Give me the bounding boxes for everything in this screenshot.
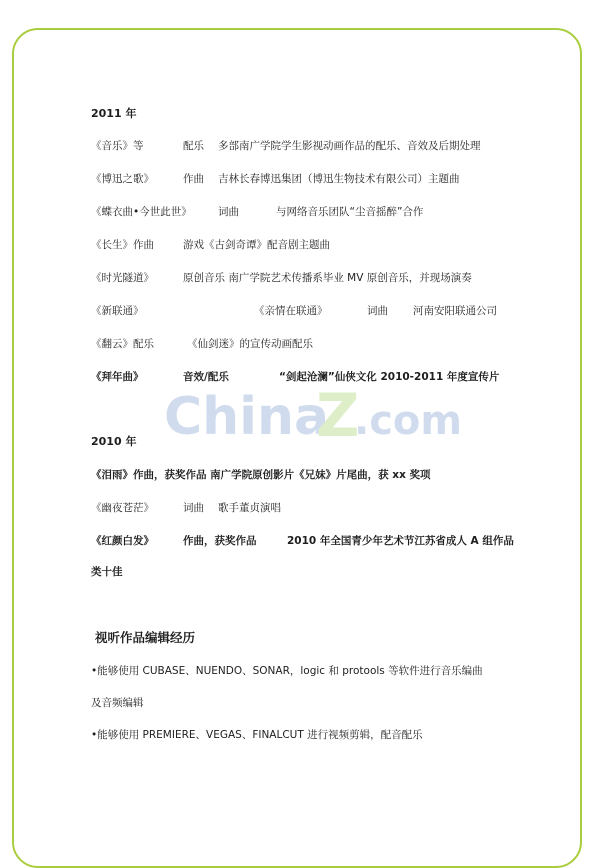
entry-title: 《红颜白发》	[91, 535, 154, 547]
entry-description: 与网络音乐团队“尘音摇醉”合作	[276, 206, 424, 218]
entry-description: 吉林长春博迅集团（博迅生物技术有限公司）主题曲	[218, 173, 460, 185]
entry-description: 游戏《古剑奇谭》配音剧主题曲	[183, 239, 330, 251]
skill-line-2: 及音频编辑	[91, 697, 144, 709]
entry-description: “剑起沧澜”仙侠文化 2010-2011 年度宣传片	[279, 371, 500, 383]
entry-description: 2010 年全国青少年艺术节江苏省成人 A 组作品	[287, 535, 514, 547]
entry-role: 作曲	[183, 173, 204, 185]
entry-role: 音效/配乐	[183, 371, 229, 383]
entry-role: 配乐	[183, 140, 204, 152]
entry-title: 《时光隧道》	[91, 272, 154, 284]
entry-role: 作曲，获奖作品	[183, 535, 257, 547]
entry-description: 《仙剑迷》的宣传动画配乐	[187, 338, 313, 350]
entry-title: 《蝶衣曲•今世此世》	[91, 206, 192, 218]
entry-title: 《拜年曲》	[91, 371, 144, 383]
year-heading-2011: 2011 年	[91, 107, 137, 120]
entry-role: 词曲	[218, 206, 239, 218]
entry-description: 河南安阳联通公司	[413, 305, 497, 317]
entry-title: 《博迅之歌》	[91, 173, 154, 185]
entry-title: 《新联通》	[91, 305, 144, 317]
entry-title: 《长生》作曲	[91, 239, 154, 251]
entry-role: 词曲	[367, 305, 388, 317]
entry-description: 歌手董贞演唱	[218, 502, 281, 514]
skill-line-3: •能够使用 PREMIERE、VEGAS、FINALCUT 进行视频剪辑，配音配乐	[91, 729, 423, 741]
watermark-text-z: Z	[316, 381, 360, 451]
entry-role: 词曲	[183, 502, 204, 514]
china-z-watermark-logo	[164, 378, 463, 451]
entry-title: 《音乐》等	[91, 140, 144, 152]
skill-line-1: •能够使用 CUBASE、NUENDO、SONAR，logic 和 protools 等软件进行音乐编曲	[91, 665, 483, 677]
year-heading-2010: 2010 年	[91, 435, 137, 448]
entry-description: 原创音乐 南广学院艺术传播系毕业 MV 原创音乐，并现场演奏	[183, 272, 472, 284]
watermark-text-main: China	[164, 387, 330, 447]
entry-description: 多部南广学院学生影视动画作品的配乐、音效及后期处理	[218, 140, 481, 152]
entry-description: 《泪雨》作曲，获奖作品 南广学院原创影片《兄妹》片尾曲，获 xx 奖项	[91, 469, 431, 481]
entry-title: 《幽夜苍茫》	[91, 502, 154, 514]
entry-description-continued: 类十佳	[91, 566, 123, 578]
watermark-text-suffix: .com	[354, 398, 463, 444]
entry-title: 《翻云》配乐	[91, 338, 154, 350]
section-heading-av-editing: 视听作品编辑经历	[95, 630, 196, 645]
entry-subtitle: 《亲情在联通》	[254, 305, 328, 317]
